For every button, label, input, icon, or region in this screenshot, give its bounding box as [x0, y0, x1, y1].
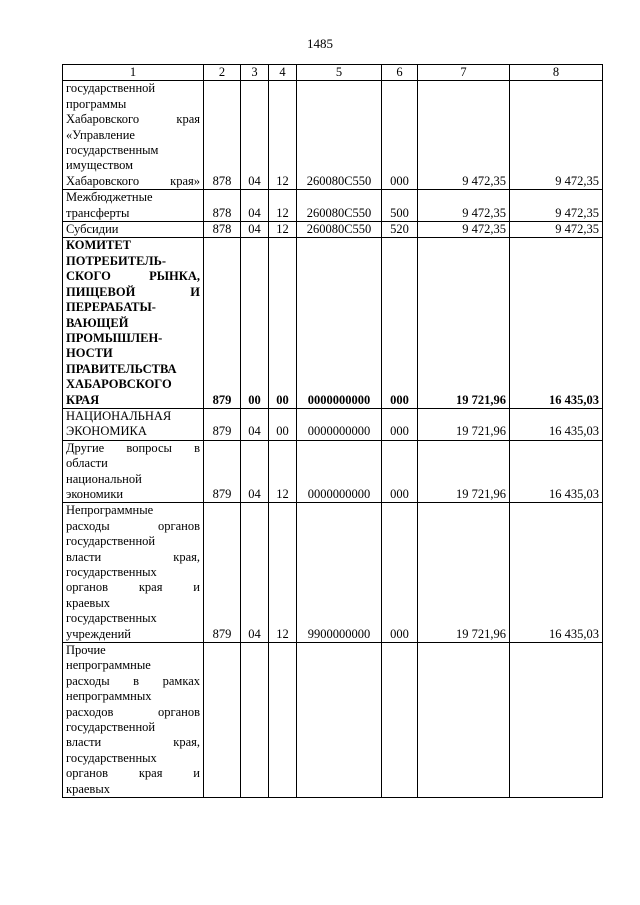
subsection-code-cell: 12 — [269, 440, 297, 503]
header-row — [63, 65, 603, 81]
row-name-line — [66, 112, 200, 127]
column-header: 1 — [63, 65, 204, 81]
expense-type-cell: 000 — [382, 503, 418, 643]
row-name-word: рамках — [162, 673, 200, 688]
row-name-line: государственных — [66, 565, 157, 579]
row-name-word: Хабаровского — [66, 173, 140, 188]
amount-col8-cell: 16 435,03 — [510, 440, 603, 503]
row-name-line: КОМИТЕТ — [66, 238, 132, 253]
section-code-cell: 00 — [241, 238, 269, 408]
row-name-word: расходы — [66, 673, 110, 688]
page-number: 1485 — [307, 36, 333, 51]
row-name-line: Непрограммные — [66, 503, 154, 518]
row-name-line: Субсидии — [66, 222, 119, 237]
amount-col7-cell: 19 721,96 — [418, 408, 510, 440]
row-name-line: НАЦИОНАЛЬНАЯ — [66, 408, 172, 423]
expense-type-cell: 000 — [382, 81, 418, 190]
row-name-word: РЫНКА, — [149, 269, 200, 284]
row-name-cell — [63, 238, 204, 408]
row-name-line — [66, 580, 200, 595]
expense-type-cell: 520 — [382, 222, 418, 238]
section-code-cell: 04 — [241, 222, 269, 238]
row-name-line: Прочие — [66, 643, 106, 658]
row-name-line: ЭКОНОМИКА — [66, 424, 147, 439]
row-name-line: краевых — [66, 781, 110, 796]
amount-col7-cell: 19 721,96 — [418, 503, 510, 643]
row-name-line — [66, 269, 200, 284]
row-name-line — [66, 705, 200, 720]
table-row — [63, 408, 603, 440]
subsection-code-cell: 00 — [269, 408, 297, 440]
amount-col7-cell: 9 472,35 — [418, 81, 510, 190]
department-code-cell: 878 — [204, 190, 241, 222]
row-name-word: в — [194, 440, 200, 455]
row-name-cell — [63, 440, 204, 503]
department-code-cell: 879 — [204, 440, 241, 503]
row-name-line: государственных — [66, 611, 157, 626]
row-name-line: трансферты — [66, 205, 130, 220]
column-header: 6 — [382, 65, 418, 81]
row-name-word: края — [176, 112, 200, 127]
column-header: 4 — [269, 65, 297, 81]
department-code-cell: 878 — [204, 81, 241, 190]
table-row — [63, 643, 603, 798]
row-name-word: СКОГО — [66, 269, 111, 284]
amount-col8-cell: 16 435,03 — [510, 408, 603, 440]
row-name-word: края — [138, 766, 163, 781]
column-header: 7 — [418, 65, 510, 81]
row-name-line: учреждений — [66, 626, 131, 641]
amount-col8-cell: 9 472,35 — [510, 190, 603, 222]
department-code-cell: 879 — [204, 503, 241, 643]
row-name-word: расходы — [66, 518, 110, 533]
row-name-word: власти — [66, 549, 102, 564]
subsection-code-cell: 12 — [269, 222, 297, 238]
target-article-cell: 260080С550 — [297, 222, 382, 238]
row-name-cell — [63, 408, 204, 440]
row-name-word: органов — [66, 580, 109, 595]
expense-type-cell — [382, 643, 418, 798]
row-name-cell — [63, 222, 204, 238]
row-name-word: ПИЩЕВОЙ — [66, 284, 136, 299]
row-name-word: края — [138, 580, 163, 595]
row-name-word: края, — [173, 735, 200, 750]
row-name-line: непрограммных — [66, 689, 152, 704]
row-name-word: Хабаровского — [66, 112, 140, 127]
subsection-code-cell: 00 — [269, 238, 297, 408]
row-name-line: непрограммные — [66, 658, 151, 673]
row-name-line — [66, 285, 200, 300]
department-code-cell: 879 — [204, 408, 241, 440]
row-name-word: И — [190, 284, 200, 299]
row-name-line: ВАЮЩЕЙ — [66, 315, 129, 330]
row-name-word: Другие — [66, 440, 105, 455]
row-name-word: власти — [66, 735, 102, 750]
row-name-line — [66, 519, 200, 534]
department-code-cell: 878 — [204, 222, 241, 238]
target-article-cell: 260080С550 — [297, 81, 382, 190]
row-name-word: органов — [157, 518, 200, 533]
amount-col7-cell: 9 472,35 — [418, 190, 510, 222]
expense-type-cell: 000 — [382, 440, 418, 503]
amount-col8-cell: 16 435,03 — [510, 503, 603, 643]
row-name-word: в — [133, 673, 140, 688]
row-name-line: экономики — [66, 486, 124, 501]
row-name-word: органов — [157, 704, 200, 719]
expense-type-cell: 500 — [382, 190, 418, 222]
row-name-line — [66, 550, 200, 565]
row-name-line — [66, 441, 200, 456]
row-name-line: НОСТИ — [66, 346, 113, 361]
department-code-cell: 879 — [204, 238, 241, 408]
subsection-code-cell: 12 — [269, 81, 297, 190]
row-name-line: государственных — [66, 750, 157, 765]
expense-type-cell: 000 — [382, 408, 418, 440]
subsection-code-cell: 12 — [269, 190, 297, 222]
target-article-cell: 9900000000 — [297, 503, 382, 643]
column-header: 8 — [510, 65, 603, 81]
row-name-line: Межбюджетные — [66, 190, 153, 205]
row-name-line — [66, 735, 200, 750]
row-name-line: государственной — [66, 81, 156, 96]
amount-col7-cell — [418, 643, 510, 798]
amount-col7-cell: 19 721,96 — [418, 440, 510, 503]
row-name-cell — [63, 81, 204, 190]
row-name-line — [66, 674, 200, 689]
row-name-line: краевых — [66, 595, 110, 610]
row-name-line: государственным — [66, 143, 159, 158]
amount-col8-cell: 9 472,35 — [510, 81, 603, 190]
target-article-cell: 0000000000 — [297, 440, 382, 503]
row-name-word: расходов — [66, 704, 114, 719]
row-name-line — [66, 174, 200, 189]
row-name-line: ПРОМЫШЛЕН- — [66, 330, 163, 345]
target-article-cell: 0000000000 — [297, 238, 382, 408]
row-name-cell — [63, 643, 204, 798]
row-name-cell — [63, 503, 204, 643]
row-name-line: программы — [66, 96, 127, 111]
row-name-word: органов — [66, 766, 109, 781]
amount-col8-cell — [510, 643, 603, 798]
section-code-cell — [241, 643, 269, 798]
amount-col7-cell: 19 721,96 — [418, 238, 510, 408]
target-article-cell: 0000000000 — [297, 408, 382, 440]
table-row — [63, 222, 603, 238]
row-name-cell — [63, 190, 204, 222]
section-code-cell: 04 — [241, 81, 269, 190]
section-code-cell: 04 — [241, 440, 269, 503]
table-row — [63, 81, 603, 190]
row-name-line — [66, 766, 200, 781]
row-name-line: национальной — [66, 471, 142, 486]
table-row — [63, 503, 603, 643]
expense-type-cell: 000 — [382, 238, 418, 408]
table-row — [63, 440, 603, 503]
target-article-cell: 260080С550 — [297, 190, 382, 222]
row-name-line: государственной — [66, 534, 156, 549]
subsection-code-cell: 12 — [269, 503, 297, 643]
row-name-word: края» — [170, 173, 200, 188]
department-code-cell — [204, 643, 241, 798]
amount-col8-cell: 16 435,03 — [510, 238, 603, 408]
row-name-word: края, — [173, 549, 200, 564]
row-name-line: имуществом — [66, 158, 134, 173]
column-header: 2 — [204, 65, 241, 81]
section-code-cell: 04 — [241, 503, 269, 643]
row-name-line: ПЕРЕРАБАТЫ- — [66, 300, 156, 315]
row-name-line: ПОТРЕБИТЕЛЬ- — [66, 253, 166, 268]
section-code-cell: 04 — [241, 408, 269, 440]
row-name-line: государственной — [66, 720, 156, 735]
amount-col8-cell: 9 472,35 — [510, 222, 603, 238]
row-name-line: ПРАВИТЕЛЬСТВА — [66, 361, 177, 376]
column-header: 5 — [297, 65, 382, 81]
row-name-word: вопросы — [126, 440, 172, 455]
column-header: 3 — [241, 65, 269, 81]
row-name-line: «Управление — [66, 127, 135, 142]
row-name-line: ХАБАРОВСКОГО — [66, 377, 172, 392]
table-row — [63, 190, 603, 222]
section-code-cell: 04 — [241, 190, 269, 222]
target-article-cell — [297, 643, 382, 798]
row-name-word: и — [193, 580, 200, 595]
subsection-code-cell — [269, 643, 297, 798]
row-name-line: области — [66, 456, 108, 471]
table-row — [63, 238, 603, 408]
amount-col7-cell: 9 472,35 — [418, 222, 510, 238]
row-name-line: КРАЯ — [66, 392, 100, 407]
row-name-word: и — [193, 766, 200, 781]
budget-table — [62, 64, 603, 798]
